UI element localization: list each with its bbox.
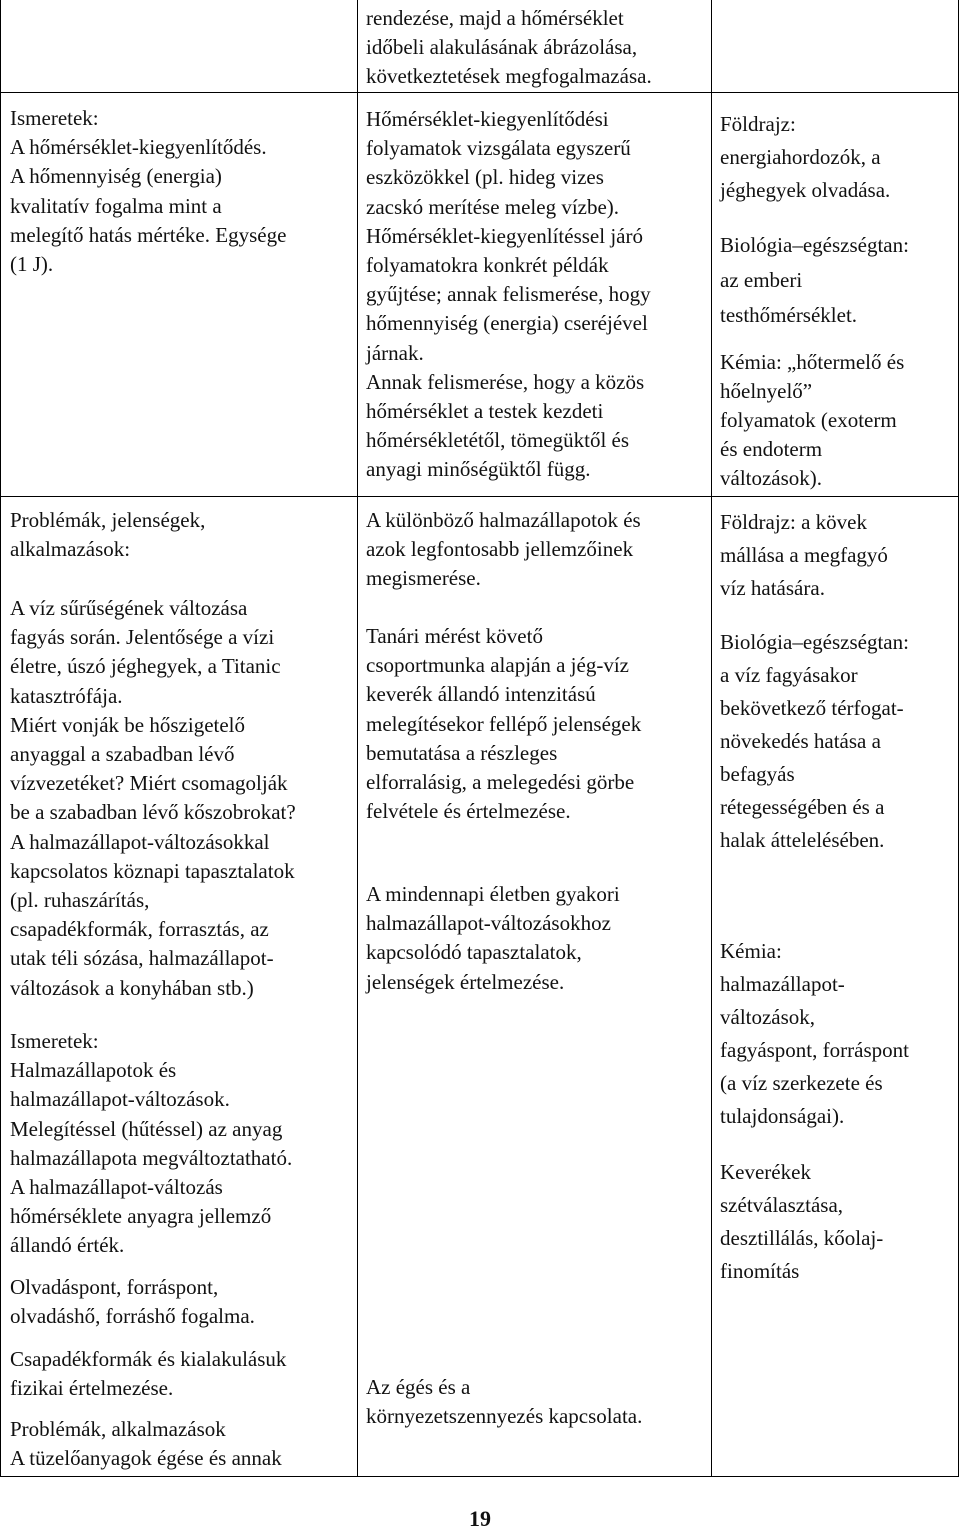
col2-continued-text: rendezése, majd a hőmérséklet időbeli alakulásának ábrázolása, következtetések megfogalmazása. (366, 6, 652, 89)
col2-combustion: Az égés és a környezetszennyezés kapcsolata. (366, 1375, 643, 1429)
col3-mixtures: Keverékek szétválasztása, desztillálás, kőolaj- finomítás (720, 1160, 884, 1283)
col1-melting-boiling: Olvadáspont, forráspont, olvadáshő, forráshő fogalma. (10, 1275, 255, 1329)
col1-problems-heading: Problémák, jelenségek, alkalmazások: (10, 508, 206, 562)
table-bottom-border (0, 1476, 959, 1477)
page-number: 19 (469, 1506, 491, 1531)
col1-problems-text: A víz sűrűségének változása fagyás során. Jelentősége a vízi életre, úszó jéghegyek, a Titanic katasztrófája. Miért vonják be hőszigetelő anyaggal a szabadban lévő vízvezetéket? Miért csomagolják be a szabadban lévő kőszobrokat? A halmazállapot-változásokkal kapcsolatos köznapi tapasztalatok (pl. ruhaszárítás, csapadékformák, forrasztás, az utak téli sózása, halmazállapot- változások a konyhában stb.) (10, 596, 296, 1000)
col3-chemistry-exo-endo: Kémia: „hőtermelő és hőelnyelő” folyamatok (exoterm és endoterm változások). (720, 350, 905, 490)
row-divider-2 (0, 496, 959, 497)
col3-geography-weathering: Földrajz: a kövek mállása a megfagyó víz hatására. (720, 510, 888, 600)
column-divider-2 (711, 0, 712, 1477)
col1-fuel-problems: Problémák, alkalmazások A tüzelőanyagok égése és annak (10, 1417, 282, 1471)
row-divider-1 (0, 92, 959, 93)
col3-geography-energy: Földrajz: energiahordozók, a jéghegyek olvadása. (720, 112, 891, 202)
col2-everyday-experience: A mindennapi életben gyakori halmazállapot-változásokhoz kapcsolódó tapasztalatok, jelenségek értelmezése. (366, 882, 620, 994)
col2-states-of-matter: A különböző halmazállapotok és azok legfontosabb jellemzőinek megismerése. (366, 508, 641, 591)
col1-knowledge-heat: Ismeretek: A hőmérséklet-kiegyenlítődés. A hőmennyiség (energia) kvalitatív fogalma mint a melegítő hatás mértéke. Egysége (1 J). (10, 106, 287, 277)
col3-biology-body-temp: Biológia–egészségtan: az emberi testhőmérséklet. (720, 233, 909, 327)
col1-knowledge-states: Ismeretek: Halmazállapotok és halmazállapot-változások. Melegítéssel (hűtéssel) az anyag halmazállapota megváltoztatható. A halmazállapot-változás hőmérséklete anyagra jellemző állandó érték. (10, 1029, 293, 1258)
table-left-border (0, 0, 1, 1477)
col3-chemistry-states: Kémia: halmazállapot- változások, fagyáspont, forráspont (a víz szerkezete és tulajdonságai). (720, 939, 909, 1128)
col2-heat-equalization: Hőmérséklet-kiegyenlítődési folyamatok vizsgálata egyszerű eszközökkel (pl. hideg vizes zacskó merítése meleg vízbe). Hőmérséklet-kiegyenlítéssel járó folyamatokra konkrét példák gyűjtése; annak felismerése, hogy hőmennyiség (energia) cseréjével járnak. Annak felismerése, hogy a közös hőmérséklet a testek kezdeti hőmérsékletétől, tömegüktől és anyagi minőségüktől függ. (366, 107, 651, 482)
table-right-border (958, 0, 959, 1477)
col3-biology-freezing: Biológia–egészségtan: a víz fagyásakor bekövetkező térfogat- növekedés hatása a befagyás rétegességében és a halak áttelelésében. (720, 630, 909, 852)
column-divider-1 (357, 0, 358, 1477)
col1-precipitation: Csapadékformák és kialakulásuk fizikai értelmezése. (10, 1347, 287, 1401)
col2-group-work: Tanári mérést követő csoportmunka alapján a jég-víz keverék állandó intenzitású melegítésekor fellépő jelenségek bemutatása a részleges elforralásig, a melegedési görbe felvétele és értelmezése. (366, 624, 642, 824)
